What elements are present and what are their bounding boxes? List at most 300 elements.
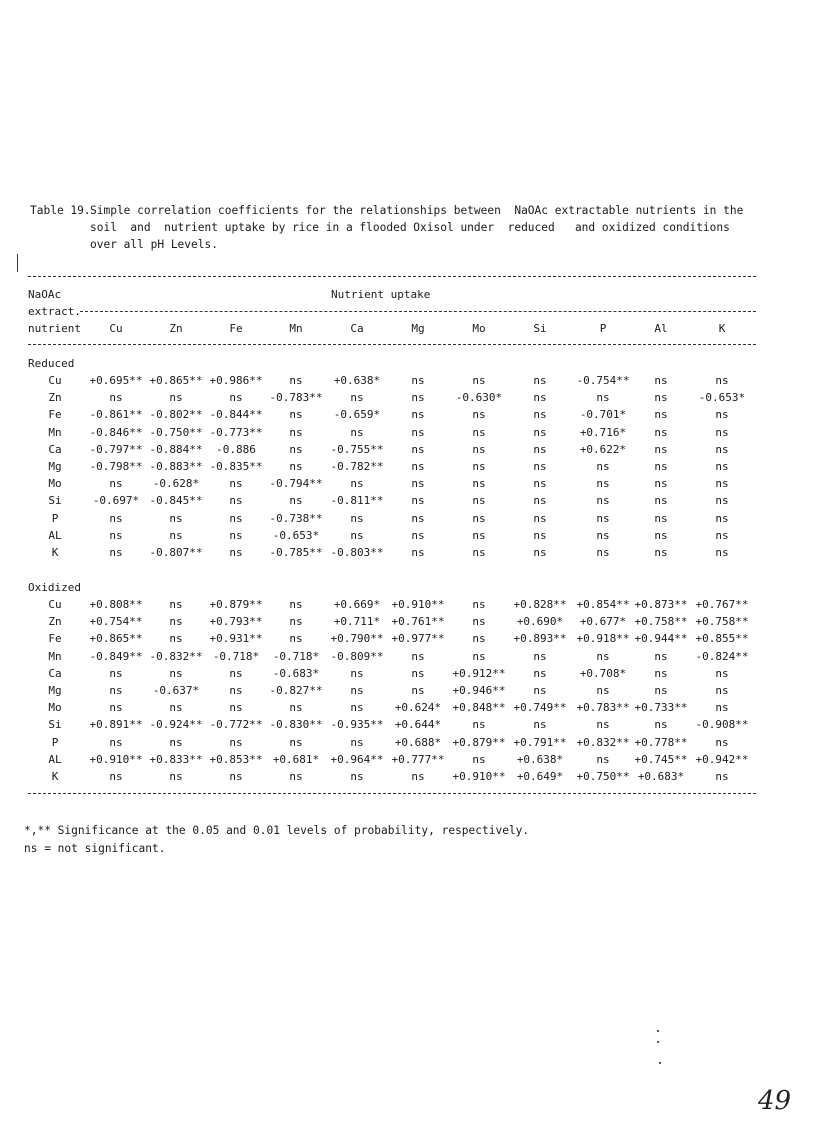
speck [659,1062,661,1064]
table-row [28,736,756,753]
table-cell: ns [533,477,547,491]
column-header: Mn [289,322,303,335]
table-cell: -0.849** [89,649,143,663]
row-label: Cu [48,374,62,387]
top-rule [28,276,756,277]
table-cell: ns [350,391,364,405]
table-cell: ns [654,649,668,663]
table-cell: ns [350,477,364,491]
table-cell: +0.758** [634,615,688,629]
table-cell: +0.638* [333,374,381,387]
table-cell: +0.879** [452,735,506,749]
table-cell: ns [472,511,486,525]
table-cell: ns [169,701,183,715]
table-cell: +0.749** [513,701,567,715]
table-cell: ns [715,546,729,559]
table-cell: -0.697* [92,494,140,508]
table-cell: +0.832** [576,735,630,749]
table-cell: ns [472,649,486,663]
table-cell: ns [229,701,243,715]
row-label: K [51,770,59,783]
table-cell: +0.853** [209,752,263,766]
table-cell: ns [350,666,364,680]
table-cell: ns [109,391,123,405]
table-cell: -0.832** [149,649,203,663]
table-cell: ns [715,528,729,542]
column-header: Cu [109,322,123,335]
table-cell: -0.782** [330,460,384,473]
table-cell: ns [350,735,364,749]
table-cell: ns [654,546,668,559]
table-cell: ns [472,598,486,611]
table-cell: ns [411,391,425,405]
table-label: Table 19. [30,204,91,217]
table-cell: ns [109,735,123,749]
table-cell: ns [715,770,729,783]
table-cell: ns [289,615,303,629]
column-header: K [718,322,726,335]
table-cell: -0.783** [269,391,323,405]
table-cell: ns [411,511,425,525]
table-row [28,460,756,477]
table-row [28,391,756,408]
table-cell: ns [715,425,729,439]
table-cell: ns [533,684,547,697]
table-cell: ns [229,477,243,491]
table-cell: +0.791** [513,735,567,749]
table-cell: +0.865** [149,374,203,387]
table-cell: +0.649* [516,770,564,783]
table-cell: ns [654,442,668,456]
table-cell: ns [289,770,303,783]
table-cell: +0.986** [209,374,263,387]
column-header: Al [654,322,668,335]
row-label: Fe [48,632,62,646]
table-cell: -0.683* [272,666,320,680]
table-cell: ns [289,408,303,422]
table-cell: ns [654,408,668,422]
column-header: P [599,322,607,335]
table-cell: +0.669* [333,598,381,611]
section-title: Oxidized [28,581,81,594]
table-cell: -0.824** [695,649,749,663]
table-cell: ns [289,735,303,749]
row-label: Mo [48,477,62,491]
table-cell: ns [289,632,303,646]
table-cell: ns [411,425,425,439]
table-cell: ns [411,649,425,663]
table-cell: ns [169,632,183,646]
table-cell: -0.807** [149,546,203,559]
table-cell: +0.910** [89,752,143,766]
row-label: Ca [48,666,62,680]
header-subrule [80,311,756,312]
table-cell: ns [654,528,668,542]
table-cell: +0.944** [634,632,688,646]
row-label: Si [48,494,62,508]
table-cell: ns [596,460,610,473]
page-number: 49 [758,1086,792,1116]
table-cell: ns [411,546,425,559]
table-cell: +0.873** [634,598,688,611]
table-cell: -0.738** [269,511,323,525]
table-cell: +0.854** [576,598,630,611]
table-cell: ns [229,735,243,749]
table-cell: +0.942** [695,752,749,766]
table-cell: ns [169,666,183,680]
table-cell: ns [596,511,610,525]
table-cell: -0.797** [89,442,143,456]
table-cell: ns [654,374,668,387]
table-row [28,701,756,718]
table-cell: ns [654,391,668,405]
table-cell: ns [533,374,547,387]
table-cell: +0.977** [391,632,445,646]
table-cell: -0.653* [698,391,746,405]
table-cell: ns [109,477,123,491]
table-cell: -0.886 [216,442,256,456]
table-cell: ns [654,511,668,525]
table-row [28,443,756,460]
table-cell: -0.883** [149,460,203,473]
table-cell: ns [109,701,123,715]
table-cell: +0.891** [89,718,143,732]
table-cell: -0.935** [330,718,384,732]
row-label: AL [48,752,62,766]
table-cell: +0.733** [634,701,688,715]
table-cell: ns [596,546,610,559]
table-cell: ns [654,425,668,439]
table-cell: +0.716* [579,425,627,439]
group-title: Nutrient uptake [331,288,431,301]
table-cell: ns [533,391,547,405]
speck [657,1041,659,1043]
table-cell: ns [472,615,486,629]
table-row [28,426,756,443]
table-cell: -0.659* [333,408,381,422]
table-cell: -0.861** [89,408,143,422]
table-cell: +0.879** [209,598,263,611]
table-cell: ns [169,735,183,749]
table-cell: +0.777** [391,752,445,766]
table-cell: +0.793** [209,615,263,629]
table-cell: ns [533,425,547,439]
column-header: Mg [411,322,425,335]
table-cell: -0.755** [330,442,384,456]
table-cell: ns [472,408,486,422]
table-cell: ns [169,528,183,542]
table-cell: +0.931** [209,632,263,646]
table-cell: +0.758** [695,615,749,629]
table-cell: +0.767** [695,598,749,611]
table-cell: +0.681* [272,752,320,766]
table-cell: ns [411,528,425,542]
table-cell: -0.750** [149,425,203,439]
table-cell: ns [350,684,364,697]
row-label: Zn [48,391,62,405]
table-cell: ns [472,425,486,439]
table-cell: ns [533,546,547,559]
table-cell: ns [596,494,610,508]
table-row [28,753,756,770]
row-label: Mn [48,649,62,663]
row-label: Mg [48,460,62,473]
table-cell: -0.653* [272,528,320,542]
caption-line-1: Simple correlation coefficients for the relationships between NaOAc extractable nutrients in the [90,204,744,217]
table-row [28,770,756,787]
table-cell: -0.754** [576,374,630,387]
column-header: Fe [229,322,243,335]
table-cell: ns [472,442,486,456]
table-cell: -0.835** [209,460,263,473]
table-cell: +0.711* [333,615,381,629]
table-row [28,650,756,667]
table-cell: -0.803** [330,546,384,559]
table-cell: +0.910** [391,598,445,611]
table-cell: +0.683* [637,770,685,783]
table-cell: ns [654,460,668,473]
table-cell: ns [109,546,123,559]
table-cell: +0.638* [516,752,564,766]
table-cell: ns [715,494,729,508]
table-cell: ns [229,391,243,405]
table-cell: ns [169,391,183,405]
table-cell: -0.884** [149,442,203,456]
table-row [28,615,756,632]
table-cell: ns [654,666,668,680]
table-cell: ns [411,770,425,783]
table-cell: -0.844** [209,408,263,422]
row-header-line-3: nutrient [28,322,81,335]
table-cell: ns [472,752,486,766]
table-cell: ns [289,442,303,456]
table-cell: -0.785** [269,546,323,559]
table-cell: -0.908** [695,718,749,732]
table-cell: -0.809** [330,649,384,663]
table-cell: +0.644* [394,718,442,732]
table-cell: ns [350,770,364,783]
column-header: Zn [169,322,183,335]
table-row [28,529,756,546]
table-row [28,718,756,735]
row-label: Mn [48,425,62,439]
table-cell: +0.761** [391,615,445,629]
row-label: Zn [48,615,62,629]
table-cell: ns [350,511,364,525]
table-cell: +0.918** [576,632,630,646]
table-row [28,374,756,391]
table-cell: ns [109,684,123,697]
table-cell: +0.754** [89,615,143,629]
row-label: P [51,511,59,525]
table-cell: ns [229,494,243,508]
table-cell: -0.772** [209,718,263,732]
margin-mark [17,254,18,272]
table-cell: ns [533,460,547,473]
table-cell: ns [229,511,243,525]
table-cell: ns [229,666,243,680]
table-cell: ns [715,374,729,387]
row-label: P [51,735,59,749]
table-cell: ns [715,701,729,715]
table-cell: ns [715,666,729,680]
column-header: Mo [472,322,486,335]
table-row [28,477,756,494]
table-row [28,632,756,649]
table-row [28,684,756,701]
header-rule [28,344,756,345]
table-cell: ns [715,511,729,525]
table-cell: -0.846** [89,425,143,439]
table-cell: +0.848** [452,701,506,715]
table-cell: ns [533,408,547,422]
speck [657,1030,659,1032]
table-cell: ns [169,598,183,611]
table-cell: +0.783** [576,701,630,715]
table-cell: ns [596,684,610,697]
row-label: Cu [48,598,62,611]
table-cell: ns [350,528,364,542]
footnote-ns: ns = not significant. [24,842,166,855]
table-cell: +0.865** [89,632,143,646]
table-cell: ns [472,477,486,491]
table-cell: ns [472,528,486,542]
table-cell: ns [411,408,425,422]
row-label: Fe [48,408,62,422]
footnotes [24,822,529,858]
table-caption [30,202,790,253]
table-cell: ns [533,442,547,456]
table-cell: ns [472,632,486,646]
table-cell: ns [169,615,183,629]
table-cell: ns [411,477,425,491]
table-cell: +0.855** [695,632,749,646]
table-cell: ns [472,718,486,732]
table-cell: -0.718* [212,649,260,663]
table-cell: -0.827** [269,684,323,697]
table-cell: -0.830** [269,718,323,732]
table-cell: +0.624* [394,701,442,715]
table-cell: ns [411,494,425,508]
table-cell: ns [229,770,243,783]
table-cell: +0.833** [149,752,203,766]
row-header-line-2: extract. [28,305,81,318]
table-cell: ns [472,460,486,473]
bottom-rule [28,793,756,794]
table-cell: -0.798** [89,460,143,473]
column-header-row [28,322,756,339]
table-cell: ns [229,528,243,542]
table-row [28,598,756,615]
table-cell: ns [596,477,610,491]
table-cell: +0.790** [330,632,384,646]
table-cell: ns [596,718,610,732]
table-cell: ns [411,374,425,387]
table-cell: ns [715,684,729,697]
row-label: Si [48,718,62,732]
table-cell: ns [109,511,123,525]
footnote-significance: *,** Significance at the 0.05 and 0.01 levels of probability, respectively. [24,824,530,837]
table-cell: ns [411,460,425,473]
table-cell: ns [596,649,610,663]
table-row [28,546,756,563]
table-cell: ns [109,770,123,783]
table-cell: ns [472,494,486,508]
table-cell: ns [229,546,243,559]
table-cell: -0.718* [272,649,320,663]
column-header: Ca [350,322,364,335]
table-cell: +0.910** [452,770,506,783]
table-row [28,408,756,425]
table-cell: ns [169,511,183,525]
table-cell: ns [289,460,303,473]
table-cell: ns [715,477,729,491]
table-cell: ns [411,684,425,697]
table-cell: +0.690* [516,615,564,629]
table-cell: +0.912** [452,666,506,680]
column-header: Si [533,322,547,335]
table-cell: +0.677* [579,615,627,629]
row-header-line-1: NaOAc [28,288,62,301]
table-row [28,667,756,684]
table-cell: +0.708* [579,666,627,680]
table-cell: +0.893** [513,632,567,646]
table-row [28,512,756,529]
table-cell: ns [533,649,547,663]
table-cell: ns [715,735,729,749]
table-cell: ns [715,408,729,422]
table-cell: ns [229,684,243,697]
table-cell: ns [715,442,729,456]
table-cell: +0.778** [634,735,688,749]
table-cell: -0.924** [149,718,203,732]
table-cell: ns [350,425,364,439]
row-label: AL [48,528,62,542]
table-cell: ns [715,460,729,473]
table-cell: +0.964** [330,752,384,766]
caption-line-3: over all pH Levels. [90,238,218,251]
caption-line-2: soil and nutrient uptake by rice in a flooded Oxisol under reduced and oxidized conditions [90,221,730,234]
table-cell: +0.695** [89,374,143,387]
table-cell: ns [109,666,123,680]
table-cell: ns [289,494,303,508]
row-label: Mg [48,684,62,697]
table-cell: +0.750** [576,770,630,783]
table-cell: -0.845** [149,494,203,508]
table-cell: -0.701* [579,408,627,422]
row-label: K [51,546,59,559]
table-cell: ns [411,442,425,456]
table-cell: ns [596,752,610,766]
table-cell: -0.628* [152,477,200,491]
table-cell: ns [654,494,668,508]
table-cell: ns [289,425,303,439]
table-cell: ns [289,701,303,715]
table-cell: ns [109,528,123,542]
table-cell: ns [533,511,547,525]
table-cell: ns [169,770,183,783]
table-cell: -0.773** [209,425,263,439]
table-cell: ns [596,391,610,405]
table-cell: ns [596,528,610,542]
table-cell: ns [411,666,425,680]
table-cell: -0.811** [330,494,384,508]
table-cell: -0.630* [455,391,503,405]
table-row [28,494,756,511]
table-cell: ns [289,598,303,611]
row-label: Mo [48,701,62,715]
table-cell: +0.946** [452,684,506,697]
